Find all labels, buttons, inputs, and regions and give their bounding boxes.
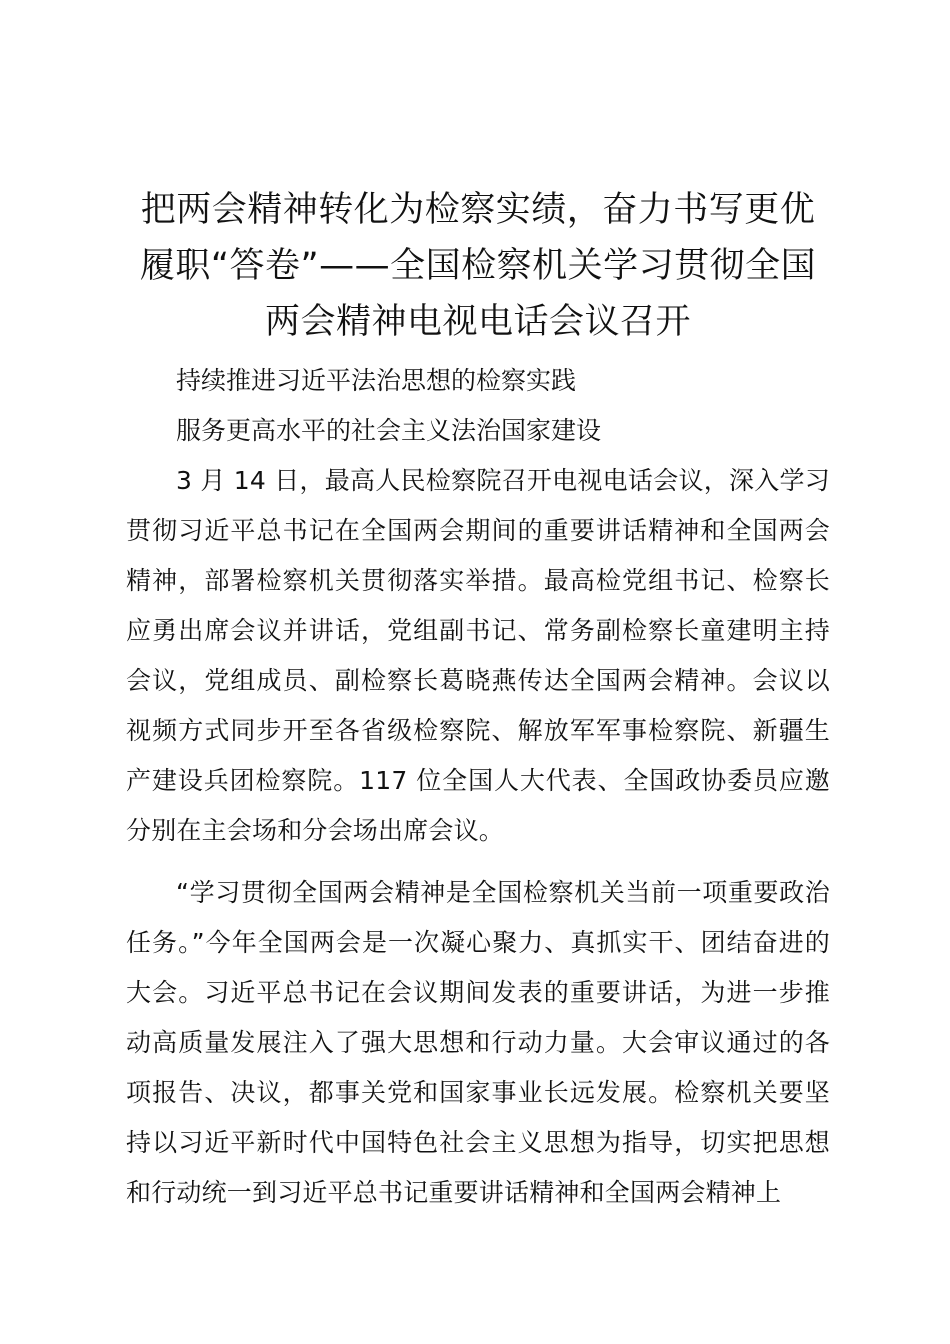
document-subtitle-2: 服务更高水平的社会主义法治国家建设: [176, 416, 602, 445]
body-paragraph-1: 3 月 14 日，最高人民检察院召开电视电话会议，深入学习贯彻习近平总书记在全国两会期间的重要讲话精神和全国两会精神，部署检察机关贯彻落实举措。最高检党组书记、检察长应勇出席会议并讲话，党组副书记、常务副检察长童建明主持会议，党组成员、副检察长葛晓燕传达全国两会精神。会议以视频方式同步开至各省级检察院、解放军军事检察院、新疆生产建设兵团检察院。117 位全国人大代表、全国政协委员应邀分别在主会场和分会场出席会议。: [126, 466, 830, 845]
document-title: 把两会精神转化为检察实绩，奋力书写更优履职“答卷”——全国检察机关学习贯彻全国两会精神电视电话会议召开: [139, 190, 817, 342]
document-subtitle-1: 持续推进习近平法治思想的检察实践: [176, 366, 577, 395]
body-paragraph-2: “学习贯彻全国两会精神是全国检察机关当前一项重要政治任务。”今年全国两会是一次凝心聚力、真抓实干、团结奋进的大会。习近平总书记在会议期间发表的重要讲话，为进一步推动高质量发展注入了强大思想和行动力量。大会审议通过的各项报告、决议，都事关党和国家事业长远发展。检察机关要坚持以习近平新时代中国特色社会主义思想为指导，切实把思想和行动统一到习近平总书记重要讲话精神和全国两会精神上: [126, 878, 830, 1207]
document-page: [126, 182, 830, 1218]
